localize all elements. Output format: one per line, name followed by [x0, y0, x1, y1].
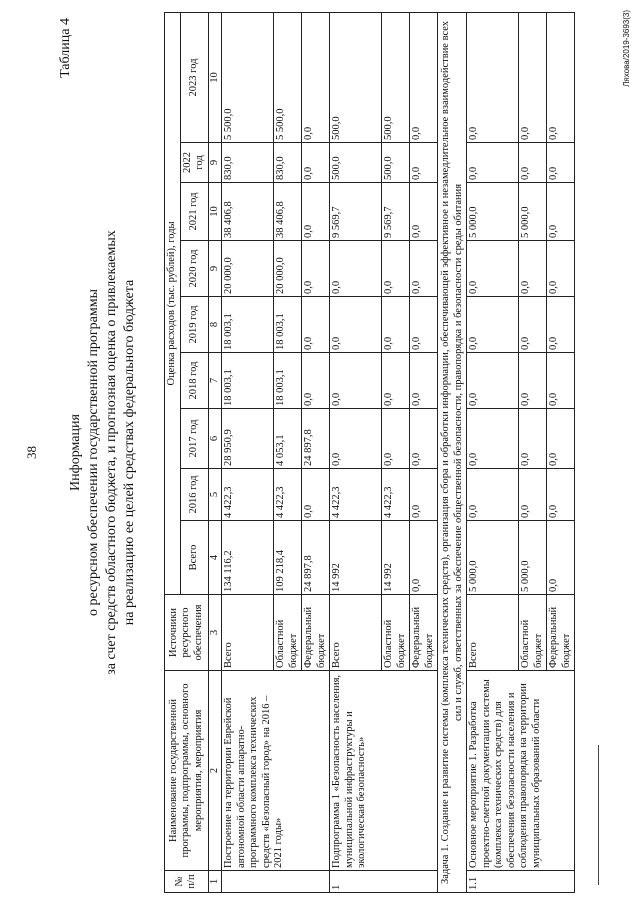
value-cell: 0,0 — [519, 469, 547, 521]
value-cell: 5 000,0 — [467, 521, 519, 595]
value-cell: 0,0 — [410, 241, 438, 297]
value-cell: 9 569,7 — [330, 183, 382, 241]
value-cell: 0,0 — [302, 469, 330, 521]
value-cell: 0,0 — [410, 469, 438, 521]
header-no: № п/п — [165, 871, 209, 893]
value-cell: 20 000,0 — [222, 241, 274, 297]
task-text: Задача 1. Создание и развитие системы (комплекса технических средств), организация сбора и обработки информации, обеспечивающей эффективное и незамедлительное взаимодействие всех сил и служб, ответственных за обеспечение общественной безопасности, правопорядка и безопасности среды обитания — [438, 12, 467, 892]
value-cell: 0,0 — [302, 143, 330, 183]
heading-line-1: Информация — [68, 414, 83, 491]
value-cell: 0,0 — [519, 297, 547, 353]
value-cell: 0,0 — [382, 353, 410, 409]
value-cell: 500,0 — [382, 143, 410, 183]
value-cell: 5 500,0 — [222, 12, 274, 142]
value-cell: 0,0 — [519, 409, 547, 469]
value-cell: 830,0 — [222, 143, 274, 183]
table-row — [330, 12, 382, 892]
value-cell: 0,0 — [519, 12, 547, 142]
header-source: Источники ресурсного обеспечения — [165, 595, 209, 671]
header-year: 2018 год — [180, 353, 208, 409]
value-cell: 0,0 — [410, 521, 438, 595]
block-activity-1-1 — [467, 12, 575, 892]
value-cell: 4 422,3 — [274, 469, 302, 521]
source-cell: Областной бюджет — [382, 595, 410, 671]
value-cell: 0,0 — [410, 297, 438, 353]
source-cell: Федеральный бюджет — [302, 595, 330, 671]
value-cell: 14 992 — [330, 521, 382, 595]
value-cell: 38 406,8 — [222, 183, 274, 241]
heading-line-3: за счет средств областного бюджета, и прогнозная оценка о привлекаемых — [104, 230, 119, 675]
value-cell: 14 992 — [382, 521, 410, 595]
value-cell: 0,0 — [410, 12, 438, 142]
value-cell: 0,0 — [547, 143, 575, 183]
resource-table — [164, 12, 575, 893]
value-cell: 4 422,3 — [330, 469, 382, 521]
value-cell: 18 003,1 — [222, 297, 274, 353]
value-cell: 9 569,7 — [382, 183, 410, 241]
value-cell: 0,0 — [467, 469, 519, 521]
col-number: 6 — [208, 409, 222, 469]
item-name-cell: Основное мероприятие 1. Разработка проектно-сметной документации системы (комплекса технических средств) для обеспечения безопасности населения и соблюдения правопорядка на территории муниципальных образований области — [467, 671, 575, 871]
value-cell: 0,0 — [302, 183, 330, 241]
value-cell: 0,0 — [330, 241, 382, 297]
value-cell: 0,0 — [519, 241, 547, 297]
value-cell: 0,0 — [467, 409, 519, 469]
value-cell: 0,0 — [519, 143, 547, 183]
value-cell: 28 950,9 — [222, 409, 274, 469]
header-row-1 — [165, 12, 181, 892]
block-subprogram-1 — [330, 12, 438, 892]
header-estimate: Оценка расходов (тыс. рублей), годы — [165, 12, 181, 594]
value-cell: 38 406,8 — [274, 183, 302, 241]
value-cell: 109 218,4 — [274, 521, 302, 595]
value-cell: 0,0 — [410, 183, 438, 241]
heading-line-2: о ресурсном обеспечении государственной программы — [86, 288, 101, 617]
value-cell: 20 000,0 — [274, 241, 302, 297]
value-cell: 0,0 — [519, 353, 547, 409]
value-cell: 18 003,1 — [222, 353, 274, 409]
header-year: 2016 год — [180, 469, 208, 521]
column-number-row — [208, 12, 222, 892]
value-cell: 0,0 — [330, 409, 382, 469]
value-cell: 500,0 — [382, 12, 410, 142]
source-cell: Областной бюджет — [274, 595, 302, 671]
col-number: 5 — [208, 469, 222, 521]
header-year: 2023 год — [180, 12, 208, 142]
value-cell: 0,0 — [467, 297, 519, 353]
row-number-cell: 1.1 — [467, 871, 575, 893]
source-cell: Федеральный бюджет — [547, 595, 575, 671]
value-cell: 4 422,3 — [222, 469, 274, 521]
source-cell: Всего — [330, 595, 382, 671]
source-cell: Федеральный бюджет — [410, 595, 438, 671]
value-cell: 0,0 — [330, 353, 382, 409]
heading-line-4: на реализацию ее целей средствах федерального бюджета — [122, 279, 137, 626]
value-cell: 0,0 — [302, 241, 330, 297]
header-name: Наименование государственной программы, подпрограммы, основного мероприятия, мероприятия — [165, 671, 209, 871]
value-cell: 0,0 — [302, 12, 330, 142]
row-number-cell — [222, 871, 330, 893]
value-cell: 4 053,1 — [274, 409, 302, 469]
value-cell: 5 000,0 — [467, 183, 519, 241]
item-name-cell: Построение на территории Еврейской автономной области аппаратно-программного комплекса технических средств «Безопасный город» на 2016 – 2021 годы» — [222, 671, 330, 871]
value-cell: 5 000,0 — [519, 521, 547, 595]
value-cell: 134 116,2 — [222, 521, 274, 595]
value-cell: 0,0 — [382, 297, 410, 353]
header-total: Всего — [180, 521, 208, 595]
col-number: 3 — [208, 595, 222, 671]
task-row — [438, 12, 467, 892]
value-cell: 0,0 — [410, 353, 438, 409]
col-number: 10 — [208, 183, 222, 241]
col-number: 4 — [208, 521, 222, 595]
col-number: 2 — [208, 671, 222, 871]
header-year: 2019 год — [180, 297, 208, 353]
value-cell: 0,0 — [382, 241, 410, 297]
header-year: 2017 год — [180, 409, 208, 469]
value-cell: 830,0 — [274, 143, 302, 183]
col-number: 8 — [208, 297, 222, 353]
value-cell: 5 000,0 — [519, 183, 547, 241]
value-cell: 0,0 — [547, 183, 575, 241]
header-year: 2021 год — [180, 183, 208, 241]
value-cell: 0,0 — [467, 12, 519, 142]
table-row — [222, 12, 274, 892]
footnote-divider — [598, 745, 599, 885]
col-number: 10 — [208, 12, 222, 142]
value-cell: 0,0 — [302, 353, 330, 409]
col-number: 7 — [208, 353, 222, 409]
value-cell: 0,0 — [467, 241, 519, 297]
value-cell: 0,0 — [302, 297, 330, 353]
value-cell: 0,0 — [467, 353, 519, 409]
header-year: 2020 год — [180, 241, 208, 297]
value-cell: 500,0 — [330, 143, 382, 183]
value-cell: 500,0 — [330, 12, 382, 142]
value-cell: 4 422,3 — [382, 469, 410, 521]
value-cell: 0,0 — [382, 409, 410, 469]
value-cell: 24 897,8 — [302, 521, 330, 595]
value-cell: 0,0 — [547, 12, 575, 142]
value-cell: 0,0 — [467, 143, 519, 183]
col-number: 1 — [208, 871, 222, 893]
page-number: 38 — [24, 446, 39, 459]
row-number-cell: 1 — [330, 871, 438, 893]
value-cell: 0,0 — [547, 297, 575, 353]
block-program — [222, 12, 330, 892]
value-cell: 0,0 — [410, 409, 438, 469]
col-number: 9 — [208, 143, 222, 183]
document-stamp: Ляхова/2019-3693(3) — [622, 10, 631, 87]
value-cell: 0,0 — [410, 143, 438, 183]
table-row — [467, 12, 519, 892]
item-name-cell: Подпрограмма 1 «Безопасность населения, муниципальной инфраструктуры и экологическая безопасность» — [330, 671, 438, 871]
value-cell: 0,0 — [547, 353, 575, 409]
source-cell: Всего — [222, 595, 274, 671]
value-cell: 5 500,0 — [274, 12, 302, 142]
value-cell: 0,0 — [547, 469, 575, 521]
header-year: 2022 год — [180, 143, 208, 183]
value-cell: 0,0 — [547, 521, 575, 595]
value-cell: 18 003,1 — [274, 297, 302, 353]
col-number: 9 — [208, 241, 222, 297]
value-cell: 0,0 — [547, 409, 575, 469]
value-cell: 0,0 — [547, 241, 575, 297]
value-cell: 24 897,8 — [302, 409, 330, 469]
value-cell: 18 003,1 — [274, 353, 302, 409]
source-cell: Областной бюджет — [519, 595, 547, 671]
value-cell: 0,0 — [330, 297, 382, 353]
source-cell: Всего — [467, 595, 519, 671]
table-label: Таблица 4 — [58, 18, 73, 78]
